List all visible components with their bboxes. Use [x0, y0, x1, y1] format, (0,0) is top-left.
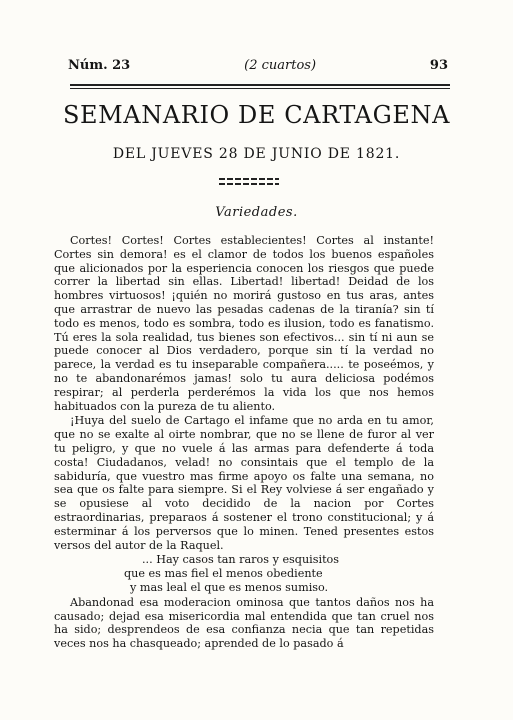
- section-title: Variedades.: [215, 205, 298, 220]
- article-body: [54, 234, 434, 652]
- verse-line-1: ... Hay casos tan raros y esquisitos: [142, 553, 340, 567]
- quoted-verse: [54, 553, 434, 594]
- verse-line-2: que es mas fiel el menos obediente: [124, 567, 323, 581]
- article-paragraph-3: Abandonad esa moderacion ominosa que tantos daños nos ha causado; dejad esa misericordia mal entendida que tan cruel nos ha sido; desprendeos de esa confianza necia que tan repetidas veces nos ha chasqueado; aprended de lo pasado á: [54, 595, 434, 651]
- page-number: 93: [429, 58, 448, 73]
- issue-number: Núm. 23: [68, 58, 131, 73]
- masthead-dateline: DEL JUEVES 28 DE JUNIO DE 1821.: [112, 146, 401, 162]
- header-rule: [70, 84, 450, 86]
- article-paragraph-2: ¡Huya del suelo de Cartago el infame que no arda en tu amor, que no se exalte al oirte nombrar, que no se llene de furor al ver tu peligro, y que no vuele á las armas para defenderte á toda costa! Ciudadanos, velad! no consintais que el templo de la sabiduría, que vuestro mas firme apoyo os falte una semana, no sea que os falte para siempre. Si el Rey volviese á ser engañado y se opusiese al voto decidido de la nacion por Cortes estraordinarias, preparaos á sostener el trono constitucional; y á esterminar á los perversos que lo minen. Tened presentes estos versos del autor de la Raquel.: [54, 414, 434, 552]
- header-rule-thin: [70, 88, 450, 89]
- page-header: [68, 58, 448, 78]
- masthead-title: SEMANARIO DE CARTAGENA: [62, 101, 451, 129]
- verse-line-3: y mas leal el que es menos sumiso.: [130, 580, 329, 594]
- article-paragraph-1: Cortes! Cortes! Cortes establecientes! Cortes al instante! Cortes sin demora! es el clamor de todos los buenos españoles que alicionados por la esperiencia conocen los riesgos que puede correr la libertad sin ellas. Libertad! libertad! Deidad de los hombres virtuosos! ¡quién no morirá gustoso en tus aras, antes que arrastrar de nuevo las pesadas cadenas de la tiranía? sin tí todo es menos, todo es sombra, todo es ilusion, todo es fanatismo. Tú eres la sola realidad, tus bienes son efectivos... sin tí ni aun se puede conocer al Dios verdadero, porque sin tí la verdad no parece, la verdad es tu inseparable compañera..... te poseémos, y no te abandonarémos jamas! solo tu aura deliciosa podémos respirar; al perderla perderémos la vida los que nos hemos habituados con la pureza de tu aliento.: [54, 234, 434, 413]
- decorative-ornament: [219, 176, 279, 187]
- issue-price: (2 cuartos): [244, 58, 317, 73]
